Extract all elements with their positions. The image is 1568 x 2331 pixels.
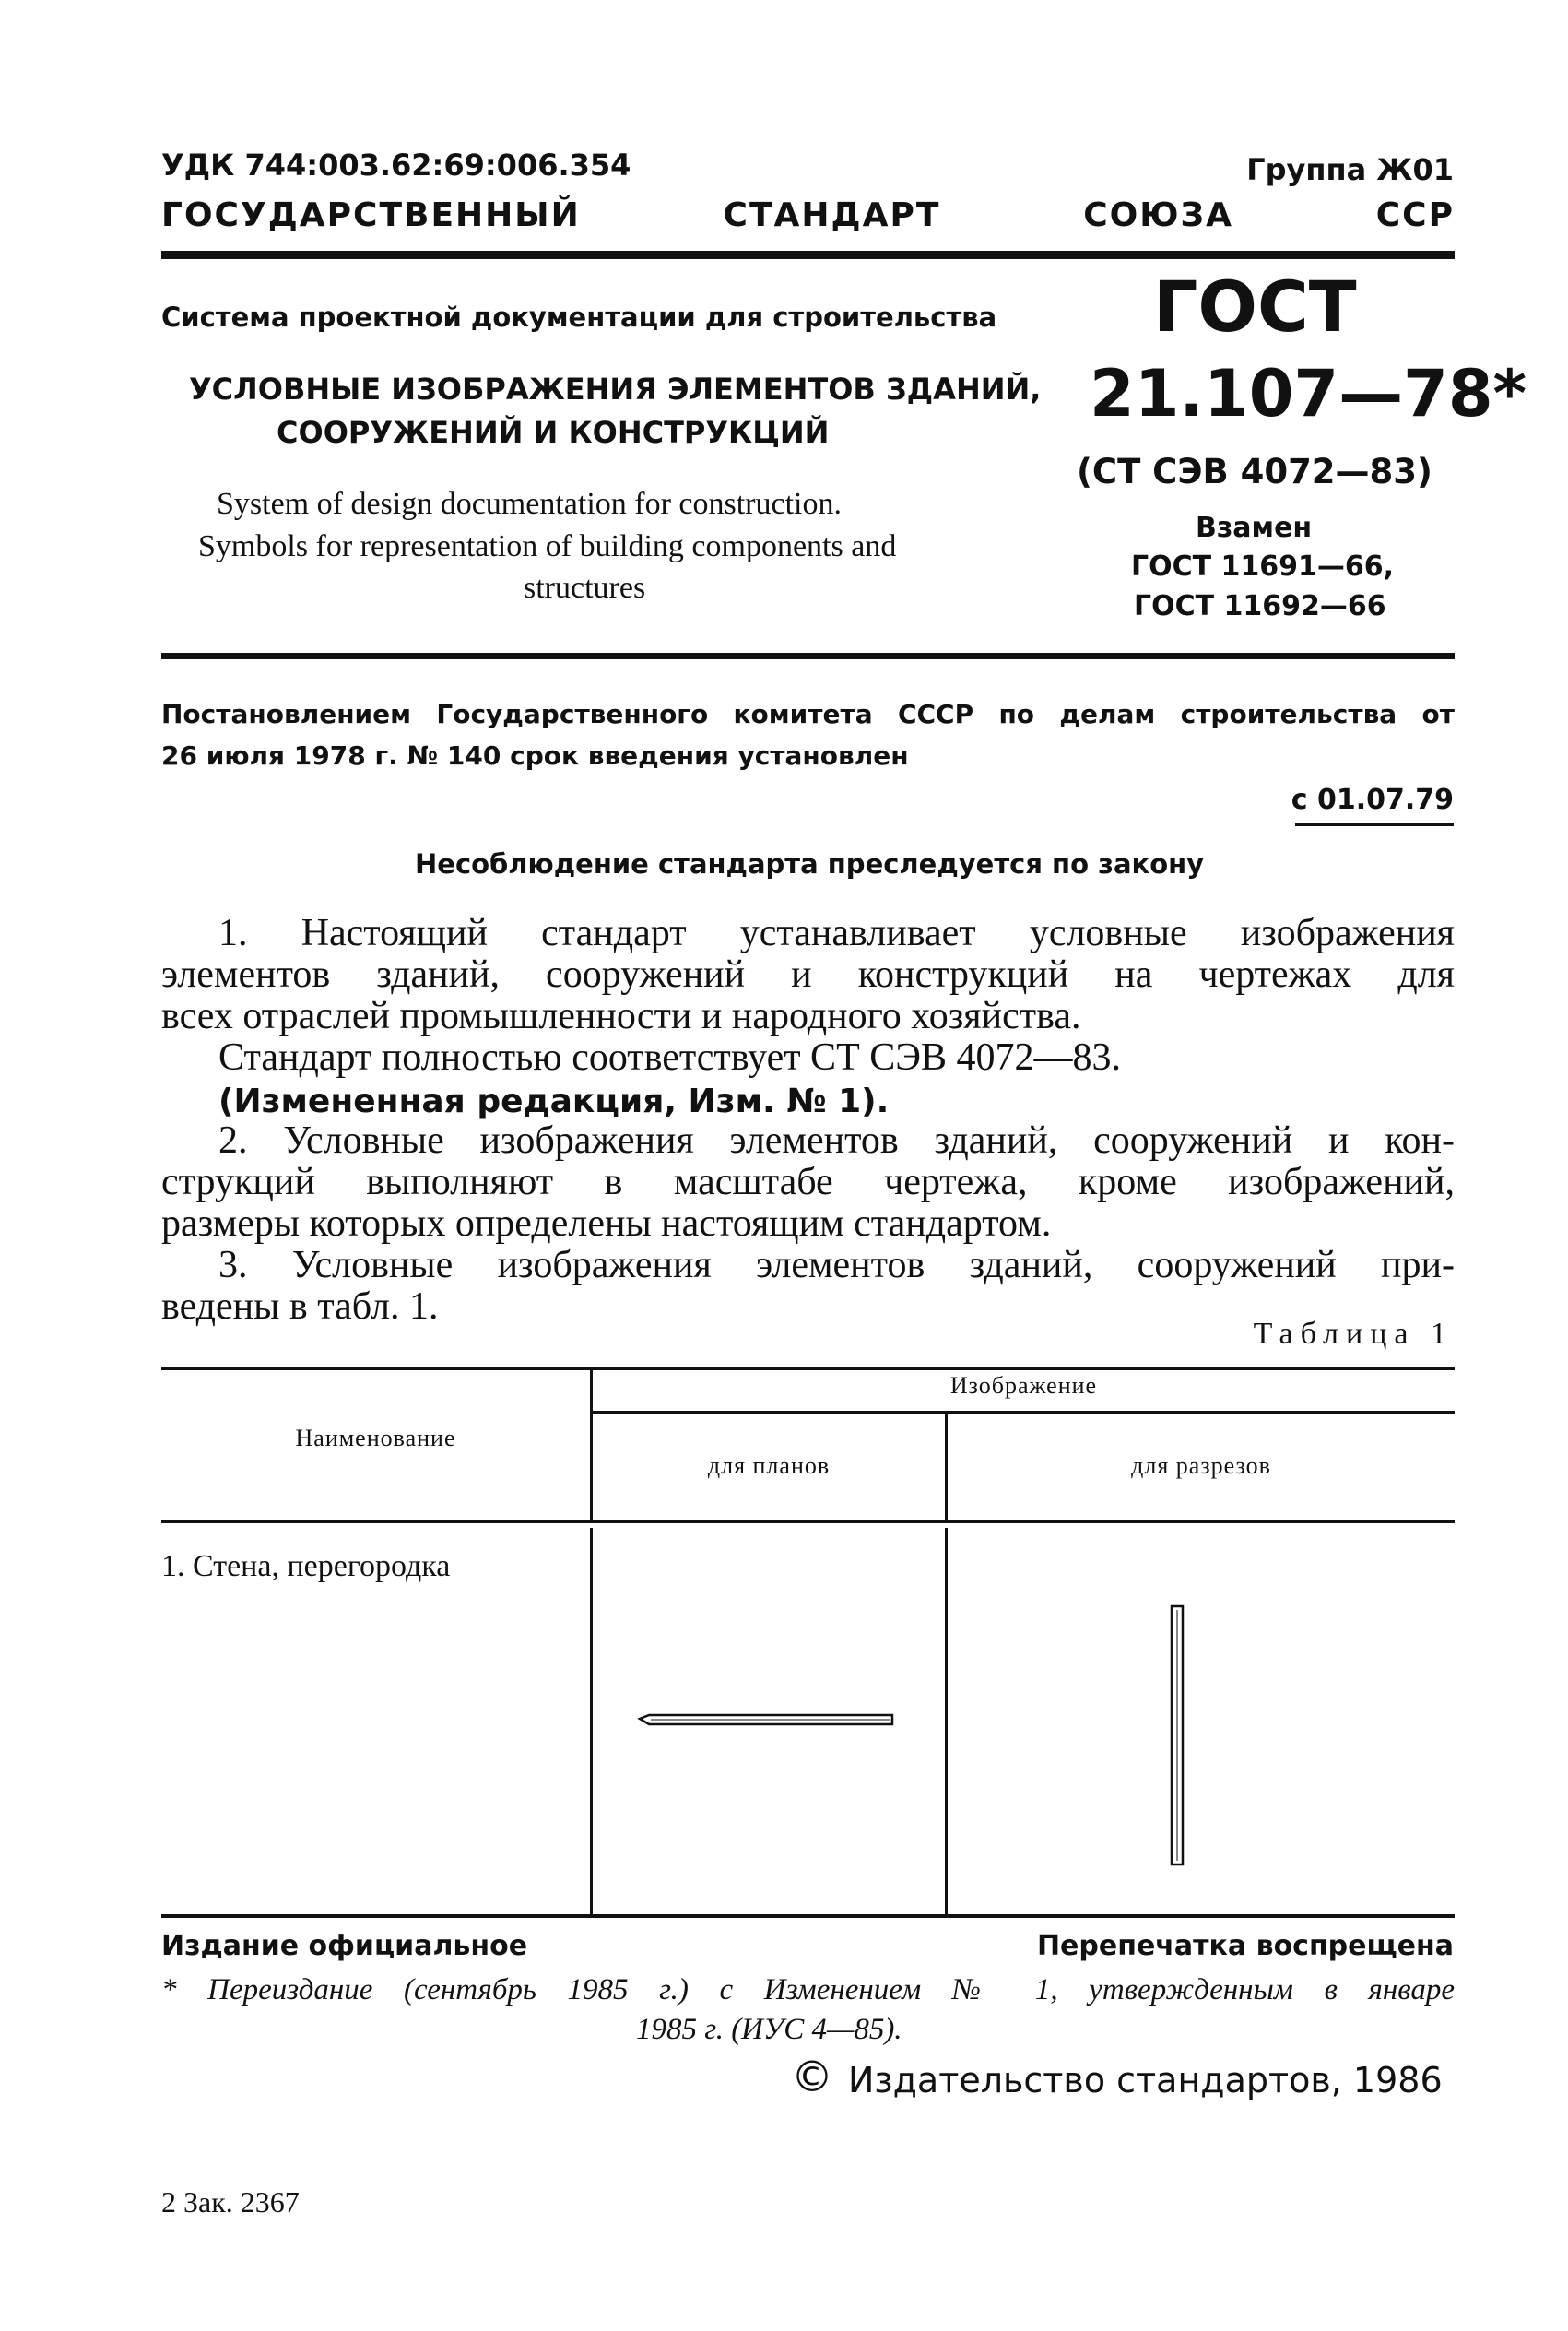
- order-number: 2 Зак. 2367: [161, 2185, 300, 2219]
- replaces-label: Взамен: [1196, 512, 1313, 544]
- column-header-name: Наименование: [295, 1425, 456, 1451]
- column-header-sections: для разрезов: [1131, 1452, 1271, 1479]
- title-block-rule: [161, 653, 1455, 659]
- english-title-line3: structures: [524, 571, 646, 605]
- reissue-note-line2: 1985 г. (ИУС 4—85).: [636, 2013, 902, 2046]
- st-sev-reference: (СТ СЭВ 4072—83): [1077, 452, 1432, 491]
- reissue-note-line1: * Переиздание (сентябрь 1985 г.) с Изменением № 1, утвержденным в январе: [161, 1973, 1455, 2006]
- udk-code: УДК 744:003.62:69:006.354: [161, 148, 631, 183]
- effective-date: с 01.07.79: [1291, 784, 1454, 816]
- amendment-note: (Измененная редакция, Изм. № 1).: [218, 1083, 890, 1120]
- official-edition: Издание официальное: [161, 1930, 528, 1962]
- table-caption: Таблица 1: [1253, 1317, 1454, 1351]
- copyright-symbol: ©: [791, 2052, 833, 2101]
- standard-title-line1: УСЛОВНЫЕ ИЗОБРАЖЕНИЯ ЭЛЕМЕНТОВ ЗДАНИЙ,: [189, 372, 1042, 407]
- group-code: Группа Ж01: [1246, 152, 1454, 187]
- replaces-gost-2: ГОСТ 11692—66: [1134, 590, 1386, 622]
- table-body-divider-name: [590, 1528, 593, 1914]
- table-image-subrule: [593, 1411, 1455, 1414]
- decree-line1: Постановлением Государственного комитета СССР по делам строительства от: [161, 699, 1455, 729]
- paragraph-1-line1: 1. Настоящий стандарт устанавливает условные изображения: [218, 912, 1455, 954]
- paragraph-2-line3: размеры которых определены настоящим стандартом.: [161, 1202, 1052, 1245]
- gost-label: ГОСТ: [1153, 266, 1357, 348]
- reprint-prohibited: Перепечатка воспрещена: [1036, 1930, 1454, 1962]
- decree-line2: 26 июля 1978 г. № 140 срок введения установлен: [161, 740, 909, 771]
- paragraph-2-line2: струкций выполняют в масштабе чертежа, кроме изображений,: [161, 1161, 1455, 1203]
- date-underline: [1295, 823, 1454, 826]
- table-top-rule: [161, 1367, 1455, 1370]
- header-thick-rule: [161, 251, 1455, 259]
- wall-plan-symbol: [636, 1710, 903, 1729]
- paragraph-1-line4: Стандарт полностью соответствует СТ СЭВ 4072—83.: [218, 1036, 1121, 1079]
- wall-section-symbol: [1167, 1603, 1189, 1870]
- paragraph-3-line2: ведены в табл. 1.: [161, 1285, 439, 1328]
- gost-number: 21.107—78*: [1090, 356, 1527, 432]
- table-row-name: 1. Стена, перегородка: [161, 1549, 451, 1583]
- table-body-divider-image: [945, 1528, 948, 1914]
- english-title-line2: Symbols for representation of building components and: [198, 529, 897, 563]
- paragraph-2-line1: 2. Условные изображения элементов зданий, сооружений и кон-: [218, 1119, 1455, 1162]
- replaces-gost-1: ГОСТ 11691—66,: [1131, 550, 1395, 583]
- column-header-plans: для планов: [707, 1452, 831, 1479]
- state-standard-banner: ГОСУДАРСТВЕННЫЙ СТАНДАРТ СОЮЗА ССР: [161, 196, 1455, 234]
- paragraph-1-line3: всех отраслей промышленности и народного хозяйства.: [161, 995, 1081, 1037]
- table-header-bottom-rule: [161, 1520, 1455, 1523]
- english-title-line1: System of design documentation for construction.: [217, 487, 842, 521]
- column-header-image: Изображение: [949, 1372, 1098, 1399]
- paragraph-3-line1: 3. Условные изображения элементов зданий, сооружений при-: [218, 1244, 1455, 1286]
- table-bottom-rule: [161, 1914, 1455, 1918]
- standard-title-line2: СООРУЖЕНИЙ И КОНСТРУКЦИЙ: [277, 415, 830, 450]
- system-title: Система проектной документации для строительства: [161, 302, 997, 333]
- publisher-copyright: Издательство стандартов, 1986: [848, 2060, 1443, 2100]
- paragraph-1-line2: элементов зданий, сооружений и конструкций на чертежах для: [161, 953, 1455, 996]
- enforcement-notice: Несоблюдение стандарта преследуется по закону: [415, 848, 1205, 880]
